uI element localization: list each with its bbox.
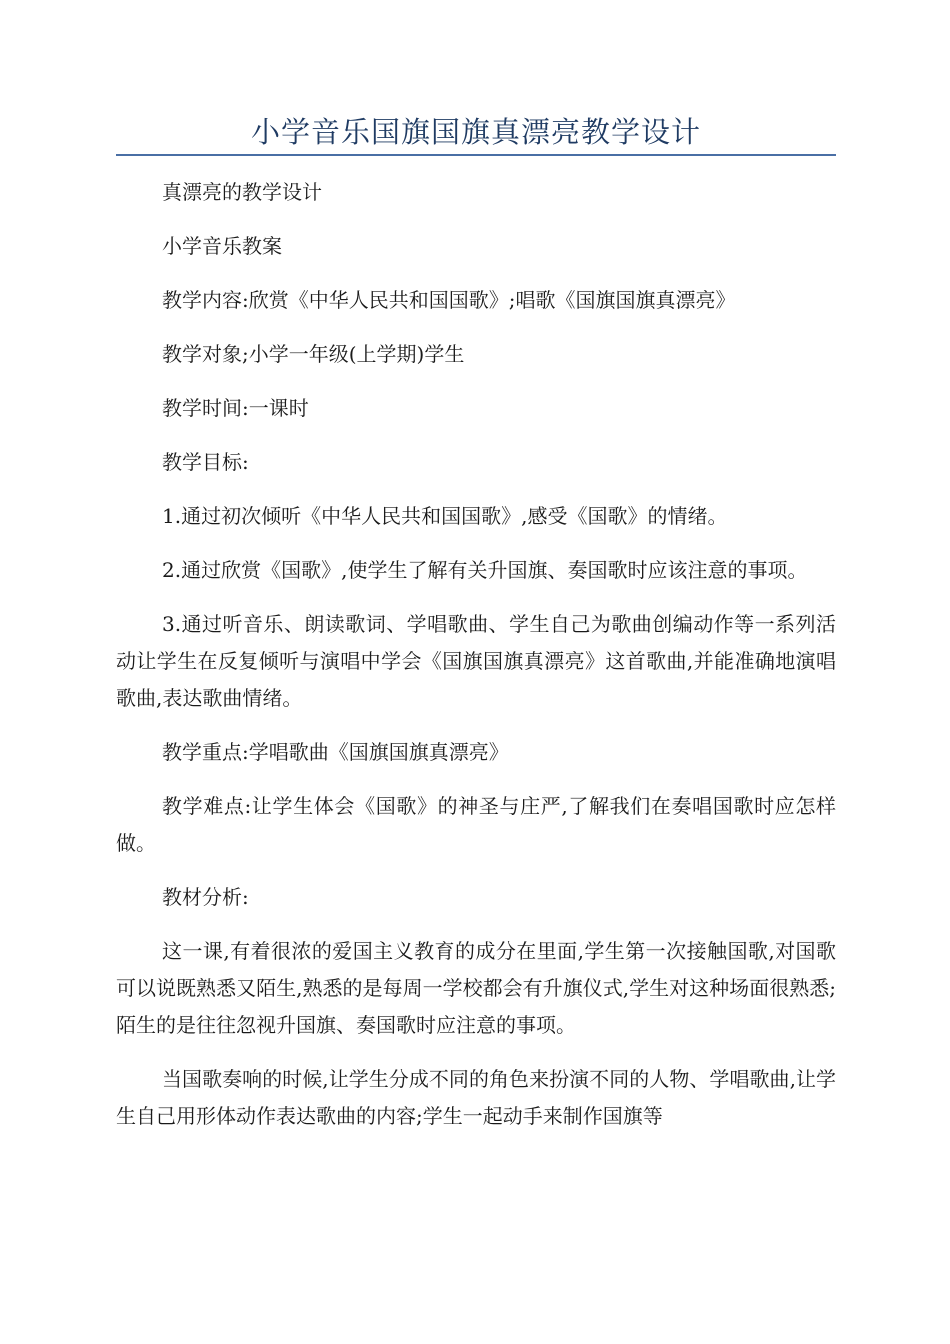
paragraph-duration: 教学时间:一课时 xyxy=(162,396,309,420)
paragraph-subtitle: 真漂亮的教学设计 xyxy=(162,180,322,204)
document-title: 小学音乐国旗国旗真漂亮教学设计 xyxy=(250,115,701,149)
document-body xyxy=(116,174,836,1152)
paragraph-difficulty: 教学难点:让学生体会《国歌》的神圣与庄严,了解我们在奏唱国歌时应怎样做。 xyxy=(116,794,836,855)
paragraph-objective-3: 3.通过听音乐、朗读歌词、学唱歌曲、学生自己为歌曲创编动作等一系列活动让学生在反复倾听与演唱中学会《国旗国旗真漂亮》这首歌曲,并能准确地演唱歌曲,表达歌曲情绪。 xyxy=(116,612,836,710)
paragraph-lesson-type: 小学音乐教案 xyxy=(162,234,282,258)
paragraph-objective-1: 1.通过初次倾听《中华人民共和国国歌》,感受《国歌》的情绪。 xyxy=(162,504,728,528)
paragraph-key-point: 教学重点:学唱歌曲《国旗国旗真漂亮》 xyxy=(162,740,509,764)
title-underline xyxy=(116,154,836,156)
paragraph-analysis-heading: 教材分析: xyxy=(162,885,249,909)
paragraph-objectives-heading: 教学目标: xyxy=(162,450,249,474)
paragraph-objective-2: 2.通过欣赏《国歌》,使学生了解有关升国旗、奏国歌时应该注意的事项。 xyxy=(162,558,808,582)
paragraph-content: 教学内容:欣赏《中华人民共和国国歌》;唱歌《国旗国旗真漂亮》 xyxy=(162,288,736,312)
paragraph-analysis-1: 这一课,有着很浓的爱国主义教育的成分在里面,学生第一次接触国歌,对国歌可以说既熟悉又陌生,熟悉的是每周一学校都会有升旗仪式,学生对这种场面很熟悉;陌生的是往往忽视升国旗、奏国歌时应注意的事项。 xyxy=(116,939,836,1037)
paragraph-analysis-2: 当国歌奏响的时候,让学生分成不同的角色来扮演不同的人物、学唱歌曲,让学生自己用形体动作表达歌曲的内容;学生一起动手来制作国旗等 xyxy=(116,1067,836,1128)
paragraph-audience: 教学对象;小学一年级(上学期)学生 xyxy=(162,342,465,366)
